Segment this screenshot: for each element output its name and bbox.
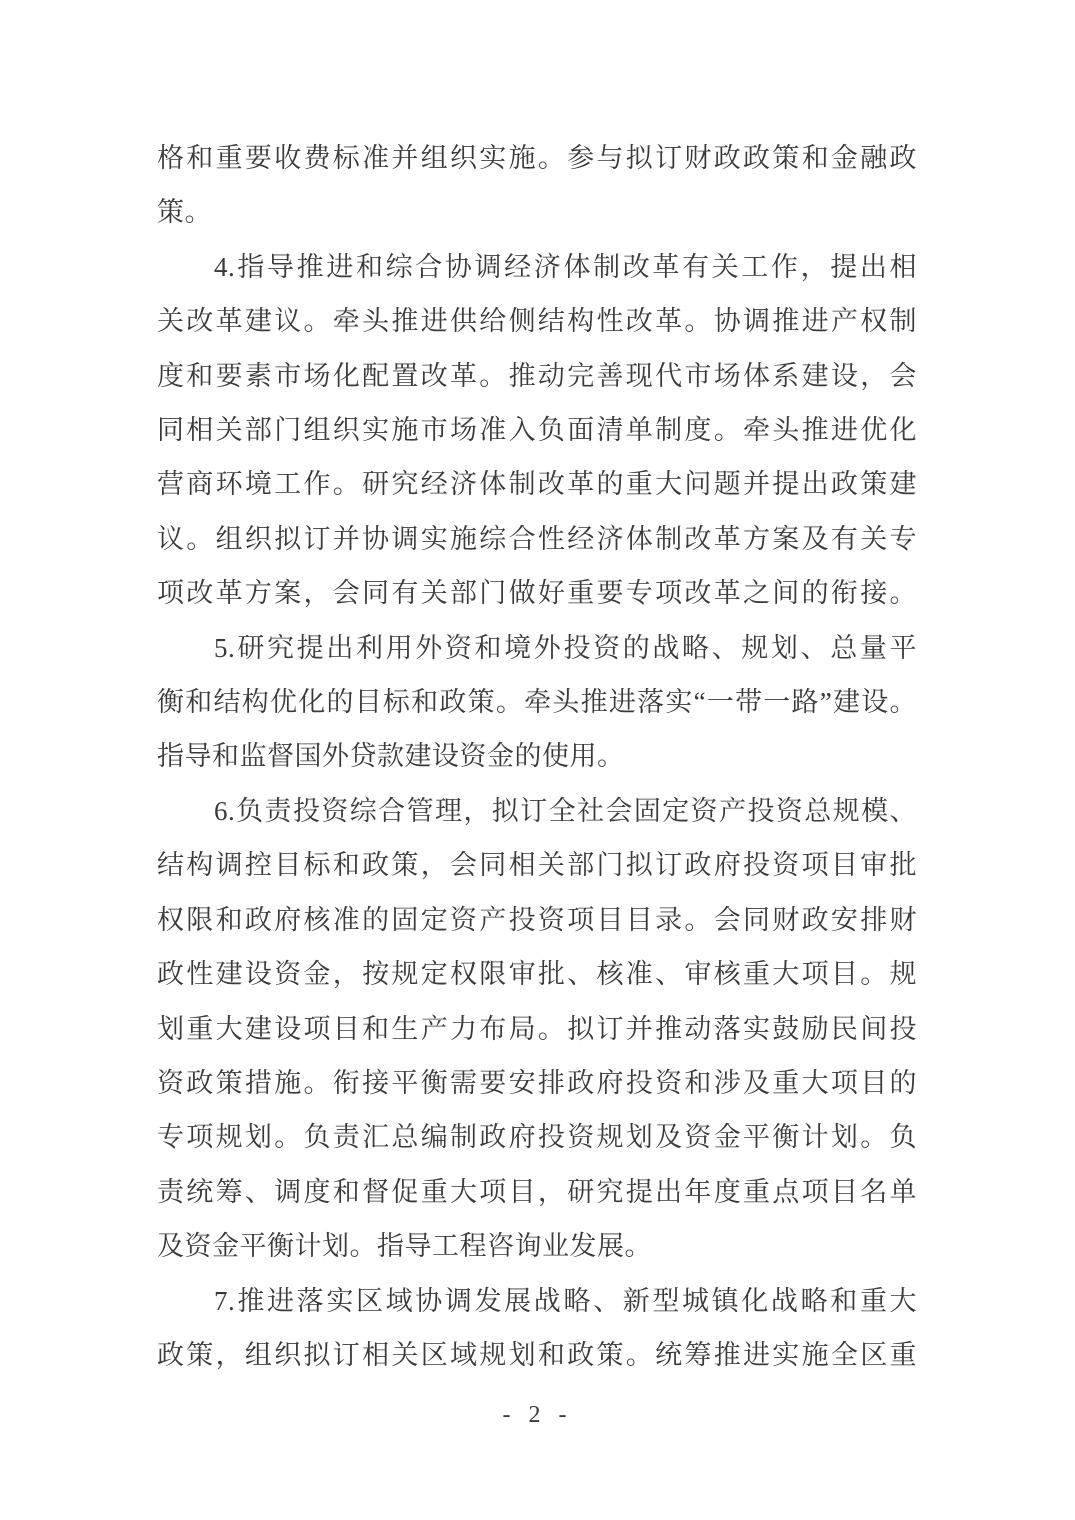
text-line: 划重大建设项目和生产力布局。拟订并推动落实鼓励民间投: [157, 1013, 917, 1044]
text-line: 项改革方案，会同有关部门做好重要专项改革之间的衔接。: [157, 578, 917, 609]
text-line: 策。: [157, 197, 212, 228]
paragraph-item-4: [157, 240, 917, 621]
text-line: 同相关部门组织实施市场准入负面清单制度。牵头推进优化: [157, 415, 917, 446]
text-line: 7.推进落实区域协调发展战略、新型城镇化战略和重大: [214, 1285, 917, 1316]
page-number: - 2 -: [502, 1402, 573, 1428]
text-line: 议。组织拟订并协调实施综合性经济体制改革方案及有关专: [157, 523, 917, 554]
text-line: 4.指导推进和综合协调经济体制改革有关工作，提出相: [214, 251, 917, 282]
text-line: 权限和政府核准的固定资产投资项目目录。会同财政安排财: [157, 904, 917, 935]
text-line: 衡和结构优化的目标和政策。牵头推进落实“一带一路”建设。: [157, 687, 917, 718]
paragraph-item-7: [157, 1274, 917, 1383]
text-line: 专项规划。负责汇总编制政府投资规划及资金平衡计划。负: [157, 1122, 917, 1153]
text-line: 关改革建议。牵头推进供给侧结构性改革。协调推进产权制: [157, 306, 917, 337]
text-line: 资政策措施。衔接平衡需要安排政府投资和涉及重大项目的: [157, 1067, 917, 1098]
text-line: 格和重要收费标准并组织实施。参与拟订财政政策和金融政: [157, 143, 917, 173]
paragraph-continuation: [157, 131, 917, 240]
text-line: 结构调控目标和政策，会同相关部门拟订政府投资项目审批: [157, 850, 917, 881]
document-body: [157, 131, 917, 1382]
text-line: 度和要素市场化配置改革。推动完善现代市场体系建设，会: [157, 360, 917, 391]
paragraph-item-5: [157, 621, 917, 784]
text-line: 政性建设资金，按规定权限审批、核准、审核重大项目。规: [157, 959, 917, 990]
text-line: 6.负责投资综合管理，拟订全社会固定资产投资总规模、: [214, 795, 917, 826]
text-line: 5.研究提出利用外资和境外投资的战略、规划、总量平: [214, 632, 917, 663]
text-line: 指导和监督国外贷款建设资金的使用。: [157, 741, 625, 772]
text-line: 营商环境工作。研究经济体制改革的重大问题并提出政策建: [157, 469, 917, 500]
text-line: 及资金平衡计划。指导工程咨询业发展。: [157, 1231, 652, 1262]
text-line: 政策，组织拟订相关区域规划和政策。统筹推进实施全区重: [157, 1339, 917, 1370]
text-line: 责统筹、调度和督促重大项目，研究提出年度重点项目名单: [157, 1176, 917, 1207]
paragraph-item-6: [157, 784, 917, 1274]
